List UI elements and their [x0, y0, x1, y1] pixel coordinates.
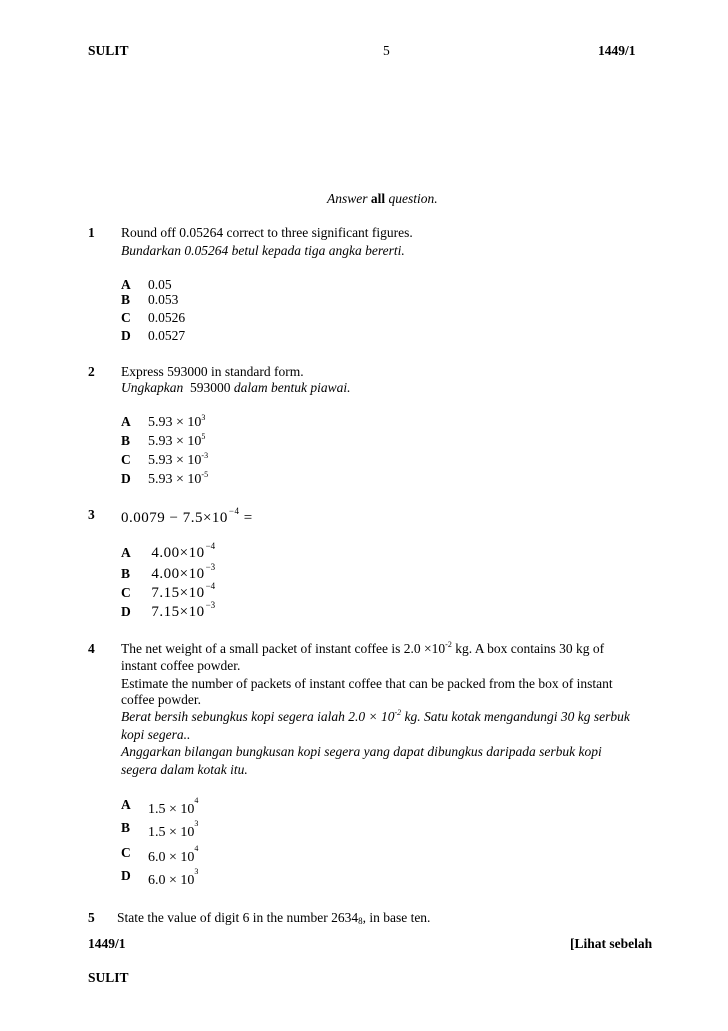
q5-text-pre: State the value of digit 6 in the number 2634	[117, 910, 359, 925]
q3-expr-base: 0.0079 − 7.5×10	[121, 510, 228, 526]
q5-base-subscript: 8	[358, 916, 363, 926]
option-letter: A	[121, 277, 131, 292]
option-value: 7.15×10	[151, 604, 205, 620]
option-letter: C	[121, 585, 131, 600]
option-exponent: 4	[194, 844, 199, 853]
q4-ms1-b: kg. Satu kotak mengandungi 30 kg serbuk	[401, 709, 630, 724]
option-value: 5.93 × 10	[148, 434, 202, 449]
q2-number: 2	[88, 364, 95, 379]
option-letter: B	[121, 292, 131, 307]
footer-turn-over: [Lihat sebelah	[570, 936, 653, 951]
q5-number: 5	[88, 910, 95, 925]
option-value: 0.0527	[148, 328, 186, 343]
q4-text-en-1	[121, 641, 604, 657]
q2-ms-number: 593000	[189, 380, 231, 395]
option-exponent: 4	[194, 796, 199, 805]
option-letter: B	[121, 433, 131, 448]
q2-option-c[interactable]	[121, 452, 208, 469]
q4-en1-a: The net weight of a small packet of instant coffee is 2.0 ×10	[121, 641, 446, 656]
q5-text	[117, 910, 430, 926]
q3-option-d[interactable]	[121, 600, 216, 621]
q4-en1-exponent: -2	[445, 640, 452, 649]
option-value: 1.5 × 10	[148, 825, 195, 840]
q4-ms1-exponent: -2	[394, 708, 402, 717]
option-value: 6.0 × 10	[148, 873, 195, 888]
option-value: 4.00×10	[151, 545, 205, 561]
q1-option-d[interactable]	[121, 328, 185, 344]
q3-option-a[interactable]	[121, 541, 216, 562]
option-value: 0.053	[148, 292, 179, 307]
q4-option-a[interactable]	[121, 796, 199, 817]
q4-text-en-2: instant coffee powder.	[121, 658, 241, 673]
option-value: 5.93 × 10	[148, 415, 202, 430]
q4-ms1-a: Berat bersih sebungkus kopi segera ialah 2.0 × 10	[121, 709, 395, 724]
option-exponent: 5	[201, 432, 206, 441]
option-exponent: -5	[201, 470, 209, 479]
option-letter: C	[121, 845, 131, 860]
q4-en1-b: kg. A box contains 30 kg of	[451, 641, 605, 656]
q2-text-en: Express 593000 in standard form.	[121, 364, 304, 379]
footer-paper-code: 1449/1	[88, 936, 126, 951]
q2-option-b[interactable]	[121, 433, 205, 450]
instruction-post: question.	[388, 191, 438, 206]
option-exponent: -3	[201, 451, 209, 460]
header-sulit: SULIT	[88, 43, 129, 58]
q1-text-en: Round off 0.05264 correct to three significant figures.	[121, 225, 413, 240]
option-value: 0.05	[148, 277, 172, 292]
q4-text-ms-3: Anggarkan bilangan bungkusan kopi segera yang dapat dibungkus daripada serbuk kopi	[121, 744, 602, 759]
q4-option-d[interactable]	[121, 867, 199, 888]
footer-sulit: SULIT	[88, 970, 129, 985]
option-exponent: −3	[205, 562, 216, 572]
option-value: 5.93 × 10	[148, 472, 202, 487]
q4-text-ms-4: segera dalam kotak itu.	[121, 762, 248, 777]
option-exponent: −4	[205, 541, 216, 551]
option-letter: A	[121, 545, 131, 560]
q4-text-en-4: coffee powder.	[121, 692, 201, 707]
q1-text-ms: Bundarkan 0.05264 betul kepada tiga angka bererti.	[121, 243, 405, 258]
q3-number: 3	[88, 507, 95, 522]
q5-text-post: , in base ten.	[362, 910, 431, 925]
q1-option-a[interactable]	[121, 277, 172, 293]
option-letter: B	[121, 566, 131, 581]
q2-ms-post: dalam bentuk piawai.	[233, 380, 351, 395]
instruction-bold: all	[370, 191, 386, 206]
option-letter: D	[121, 328, 131, 343]
q1-option-c[interactable]	[121, 310, 185, 326]
option-value: 1.5 × 10	[148, 802, 195, 817]
option-value: 0.0526	[148, 310, 186, 325]
option-letter: B	[121, 820, 131, 835]
instruction-pre: Answer	[327, 191, 368, 206]
option-value: 6.0 × 10	[148, 850, 195, 865]
option-letter: C	[121, 310, 131, 325]
option-letter: C	[121, 452, 131, 467]
paper-code: 1449/1	[598, 43, 636, 58]
option-value: 4.00×10	[151, 566, 205, 582]
option-exponent: 3	[194, 819, 199, 828]
q4-text-ms-2: kopi segera..	[121, 727, 191, 742]
q4-text-en-3: Estimate the number of packets of instant coffee that can be packed from the box of instant	[121, 676, 613, 691]
instruction	[327, 191, 438, 207]
q1-option-b[interactable]	[121, 292, 178, 308]
option-letter: D	[121, 604, 131, 619]
q3-expr-exponent: −4	[228, 506, 240, 516]
q3-option-b[interactable]	[121, 562, 216, 583]
option-letter: D	[121, 868, 131, 883]
q3-option-c[interactable]	[121, 581, 216, 602]
option-letter: A	[121, 797, 131, 812]
page-number: 5	[383, 43, 390, 58]
q2-ms-pre: Ungkapkan	[121, 380, 184, 395]
q1-number: 1	[88, 225, 95, 240]
q2-text-ms	[121, 380, 350, 396]
q4-option-b[interactable]	[121, 819, 199, 840]
option-letter: A	[121, 414, 131, 429]
q4-number: 4	[88, 641, 95, 656]
q3-expr-tail: =	[239, 510, 253, 526]
q2-option-a[interactable]	[121, 414, 205, 431]
option-exponent: 3	[194, 867, 199, 876]
q2-option-d[interactable]	[121, 471, 208, 488]
option-exponent: −3	[205, 600, 216, 610]
option-exponent: 3	[201, 413, 206, 422]
option-letter: D	[121, 471, 131, 486]
option-value: 7.15×10	[151, 585, 205, 601]
q3-expression	[121, 506, 253, 527]
option-exponent: −4	[205, 581, 216, 591]
option-value: 5.93 × 10	[148, 453, 202, 468]
q4-text-ms-1	[121, 709, 630, 725]
q4-option-c[interactable]	[121, 844, 199, 865]
